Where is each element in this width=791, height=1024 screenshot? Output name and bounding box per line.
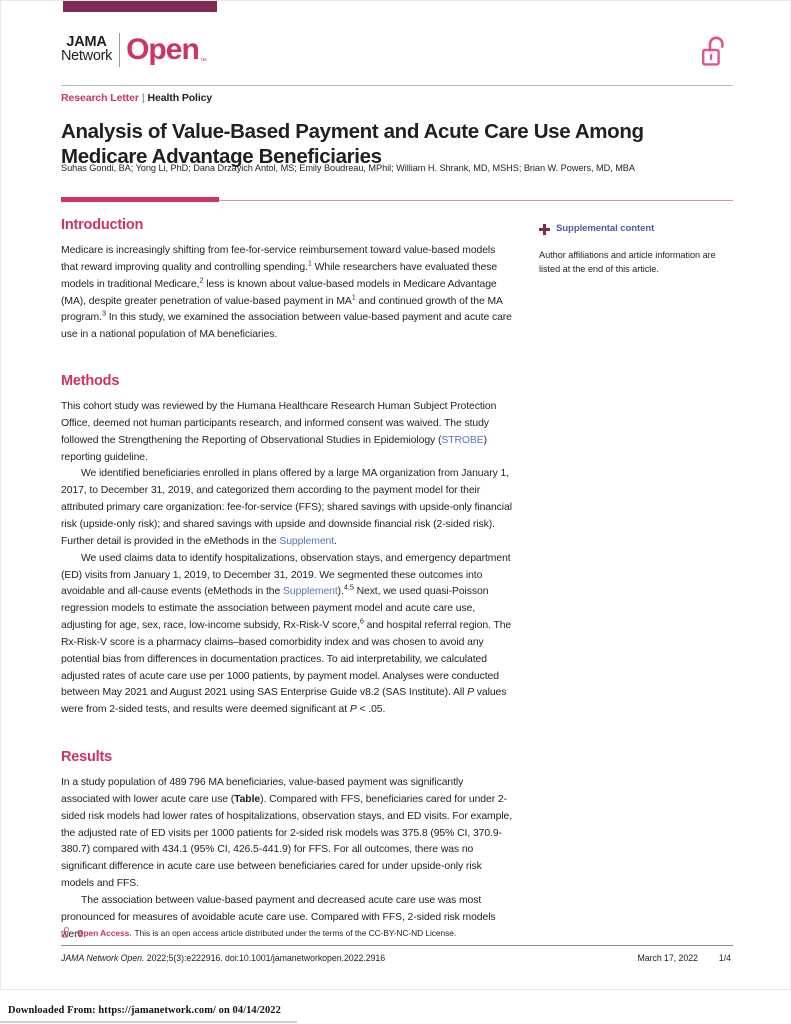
section-spacer: [61, 719, 513, 749]
strobe-link[interactable]: STROBE: [441, 434, 484, 446]
accent-rule-thin: [219, 200, 733, 201]
author-list: Suhas Gondi, BA; Yong Li, PhD; Dana Drzayich Antol, MS; Emily Boudreau, MPhil; William H. Shrank, MD, MSHS; Brian W. Powers, MD, MBA: [61, 163, 635, 173]
sidebar: [539, 223, 733, 277]
article-kicker: [61, 92, 212, 104]
open-padlock-icon: [699, 33, 733, 71]
kicker-separator: |: [141, 92, 145, 104]
journal-name: JAMA Network Open.: [61, 953, 145, 963]
supplement-link-2[interactable]: Supplement: [283, 586, 338, 598]
section-heading-introduction: Introduction: [61, 217, 144, 233]
section-heading-methods: Methods: [61, 373, 120, 390]
section-spacer: [61, 344, 513, 373]
table-reference[interactable]: Table: [234, 793, 261, 805]
methods-paragraph-2: We identified beneficiaries enrolled in plans offered by a large MA organization from January 1, 2017, to December 31, 2019, and categorized them according to the payment model for their attributed primary care organization: fee-for-service (FFS); shared savings with upside-only financial risk (upside-only risk); and shared savings with upside and downside financial risk (2-sided risk). Further detail is provided in the eMethods in the Supplement.: [61, 468, 512, 547]
logo-line-jama: JAMA: [66, 34, 107, 51]
methods-paragraph-3: We used claims data to identify hospitalizations, observation stays, and emergency department (ED) visits from January 1, 2019, to December 31, 2019. We segmented these outcomes into avoidable and all-cause events (eMethods in the Supplement).$^{4,5}$ Next, we used quasi-Poisson regression models to estimate the association between payment model and acute care use, adjusting for age, sex, race, low-income subsidy, Rx-Risk-V score,$^6$ and hospital referral region. The Rx-Risk-V score is a pharmacy claims–based comorbidity index and was chosen to avoid any potential bias from differences in documentation practices. To aid interpretability, we calculated adjusted rates of acute care use per 1000 patients, by payment model. Analyses were conducted between May 2021 and August 2021 using SAS Enterprise Guide v8.2 (SAS Institute). All P values were from 2-sided tests, and results were deemed significant at P < .05.: [61, 552, 512, 716]
download-watermark: Downloaded From: https://jamanetwork.com/ on 04/14/2022: [8, 1005, 281, 1016]
jama-network-wordmark: [61, 36, 119, 64]
supplemental-content-label: Supplemental content: [556, 223, 655, 234]
footer-divider: [61, 945, 733, 946]
open-access-text: This is an open access article distributed under the terms of the CC-BY-NC-ND License.: [134, 927, 457, 938]
jama-network-open-logo[interactable]: [61, 29, 207, 71]
logo-trademark: ™: [199, 58, 207, 65]
results-paragraph-2: The association between value-based payment and decreased acute care use was most pronounced for measures of avoidable acute care use. Compared with FFS, 2-sided risk models were: [61, 895, 496, 940]
logo-line-network: Network: [61, 48, 113, 64]
top-brand-bar: [63, 1, 217, 12]
citation-detail: 2022;5(3):e222916. doi:10.1001/jamanetworkopen.2022.2916: [144, 953, 386, 963]
footer-meta: [637, 953, 731, 963]
logo-open-wordmark: Open: [126, 33, 199, 66]
open-padlock-icon: [61, 926, 72, 939]
accent-rule-thick: [61, 197, 219, 202]
supplement-link-1[interactable]: Supplement: [279, 535, 335, 547]
masthead: [61, 29, 733, 75]
watermark-rule: [0, 1021, 297, 1023]
article-subcategory[interactable]: Health Policy: [147, 92, 213, 104]
open-access-label: Open Access.: [77, 927, 132, 938]
article-category[interactable]: Research Letter: [61, 92, 139, 104]
publication-date: March 17, 2022: [637, 953, 698, 963]
introduction-paragraph-1: Medicare is increasingly shifting from fee-for-service reimbursement toward value-based models that reward improving quality and controlling spending.$^1$ While researchers have evaluated these models in traditional Medicare,$^2$ less is known about value-based models in Medicare Advantage (MA), despite greater penetration of value-based payment in $MA^1$ and continued growth of the MA program.$^3$ In this study, we examined the association between value-based payment and acute care use in a national population of MA beneficiaries.: [61, 245, 512, 341]
article-body: [61, 217, 513, 944]
article-citation: [61, 953, 385, 963]
methods-paragraph-1: This cohort study was reviewed by the Humana Healthcare Research Human Subject Protection Office, deemed not human participants research, and informed consent was waived. The study followed the Strengthening the Reporting of Observational Studies in Epidemiology (STROBE) reporting guideline.: [61, 401, 497, 463]
plus-icon: [539, 223, 550, 236]
header-divider: [61, 85, 733, 86]
page-number: 1/4: [718, 953, 731, 963]
page-title: Analysis of Value-Based Payment and Acute Care Use Among Medicare Advantage Beneficiaries: [61, 119, 644, 169]
section-heading-results: Results: [61, 749, 112, 766]
open-access-notice: [61, 926, 733, 939]
author-affiliation-note: Author affiliations and article information are listed at the end of this article.: [539, 250, 716, 275]
results-paragraph-1: In a study population of 489 796 MA beneficiaries, value-based payment was significantly associated with lower acute care use (Table). Compared with FFS, beneficiaries cared for under 2-sided risk models had lower rates of hospitalizations, observation stays, and ED visits. For example, the adjusted rate of ED visits per 1000 patients for 2-sided risk models was 375.8 (95% CI, 370.9-380.7) compared with 434.1 (95% CI, 426.5-441.9) for FFS. For all outcomes, there was no significant difference in acute care use between beneficiaries cared for under upside-only risk models and FFS.: [61, 777, 513, 890]
supplemental-content-link[interactable]: [539, 223, 733, 236]
